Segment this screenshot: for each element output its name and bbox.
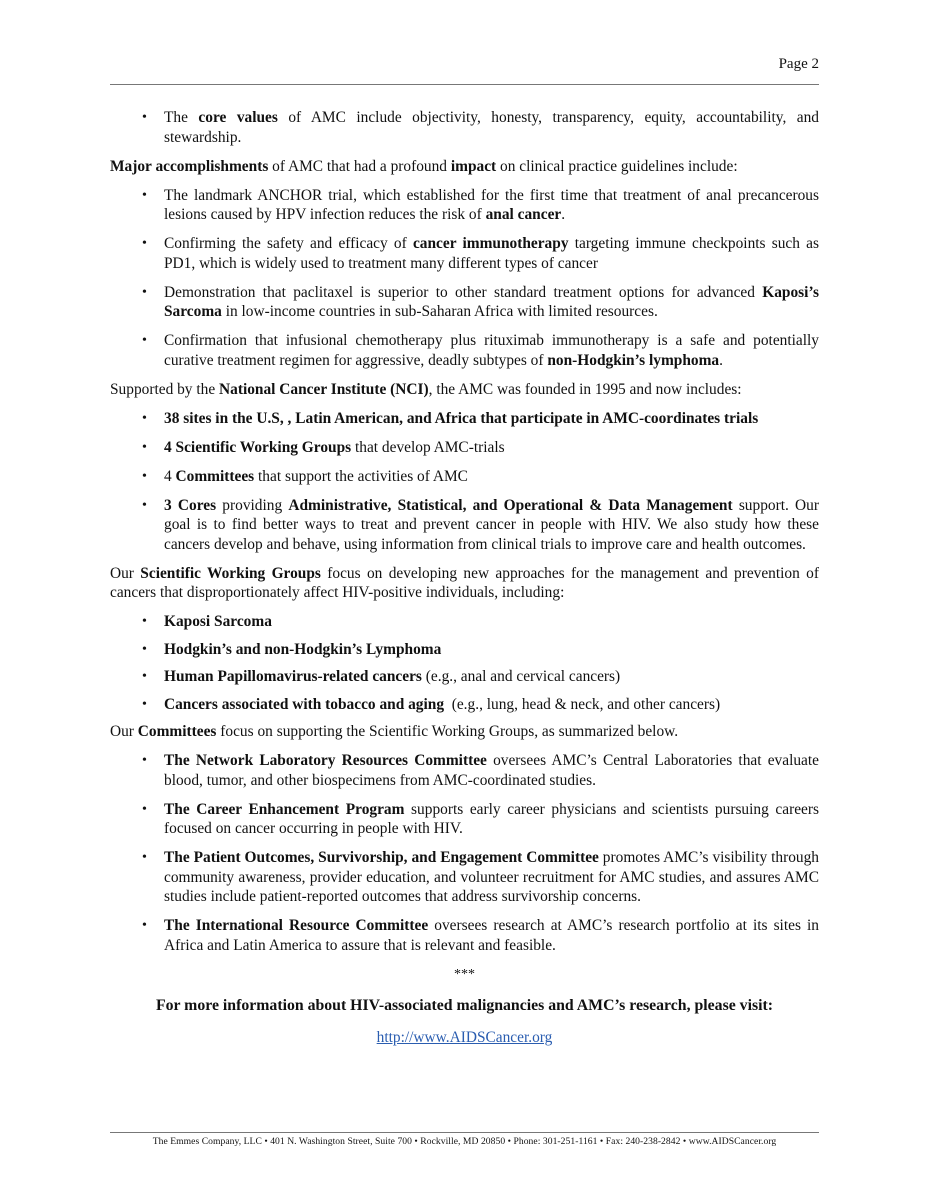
list-item: • The Network Laboratory Resources Committee oversees AMC’s Central Laboratories that evaluate blood, tumor, and other biospecimens from AMC-coordinated studies. (142, 752, 819, 789)
list-item: • The core values of AMC include objectivity, honesty, transparency, equity, accountability, and stewardship. (142, 109, 819, 146)
accomplishments-intro: Major accomplishments of AMC that had a profound impact on clinical practice guidelines include: (110, 157, 738, 175)
bullet-icon: • (142, 918, 147, 933)
list-item: • The Patient Outcomes, Survivorship, and Engagement Committee promotes AMC’s visibility through community awareness, provider education, and volunteer recruitment for AMC studies, and assures AMC studies include patient-reported outcomes that address survivorship concerns. (142, 849, 819, 905)
page-number: Page 2 (778, 56, 819, 72)
page-content (110, 108, 819, 1047)
bullet-icon: • (142, 284, 147, 300)
bullet-icon: • (142, 614, 147, 629)
footer-rule (110, 1132, 819, 1133)
list-item: • Demonstration that paclitaxel is superior to other standard treatment options for advanced Kaposi’s Sarcoma in low-income countries in sub-Saharan Africa with limited resources. (142, 283, 819, 320)
header-rule (110, 84, 819, 85)
bullet-icon: • (142, 696, 147, 712)
bullet-icon: • (142, 110, 147, 125)
bullet-icon: • (142, 236, 147, 251)
list-item: • Cancers associated with tobacco and aging (e.g., lung, head & neck, and other cancers) (142, 695, 721, 713)
bullet-icon: • (142, 439, 147, 455)
bullet-icon: • (142, 187, 147, 203)
bullet-icon: • (142, 669, 147, 684)
list-item: • 38 sites in the U.S, , Latin American, and Africa that participate in AMC-coordinates trials (142, 409, 759, 427)
bullet-icon: • (142, 753, 147, 768)
committees-intro: Our Committees focus on supporting the Scientific Working Groups, as summarized below. (110, 723, 679, 740)
bullet-icon: • (142, 468, 147, 484)
website-link[interactable]: http://www.AIDSCancer.org (376, 1028, 553, 1046)
list-item: • Confirming the safety and efficacy of cancer immunotherapy targeting immune checkpoints such as PD1, which is widely used to treatment many different types of cancer (142, 235, 819, 272)
list-item: • The Career Enhancement Program supports early career physicians and scientists pursuing careers focused on cancer occurring in people with HIV. (142, 800, 819, 837)
list-item: • The landmark ANCHOR trial, which established for the first time that treatment of anal precancerous lesions caused by HPV infection reduces the risk of anal cancer. (142, 186, 819, 223)
bullet-icon: • (142, 333, 147, 348)
list-item: • Hodgkin’s and non-Hodgkin’s Lymphoma (142, 640, 442, 658)
structure-list (110, 409, 819, 555)
bullet-icon: • (142, 801, 147, 817)
accomplishments-list (110, 186, 819, 371)
working-groups-list (110, 612, 819, 714)
bullet-icon: • (142, 850, 147, 865)
website-link-line (110, 1028, 819, 1048)
list-item: • Kaposi Sarcoma (142, 613, 272, 630)
section-separator: *** (454, 966, 475, 982)
list-item: • The International Resource Committee oversees research at AMC’s research portfolio at its sites in Africa and Latin America to assure that is relevant and feasible. (142, 917, 819, 954)
list-item: • 4 Scientific Working Groups that develop AMC-trials (142, 438, 505, 456)
bullet-icon: • (142, 641, 147, 657)
bullet-icon: • (142, 410, 147, 426)
values-list (110, 108, 819, 147)
bullet-icon: • (142, 497, 147, 513)
structure-intro: Supported by the National Cancer Institute (NCI), the AMC was founded in 1995 and now includes: (110, 380, 742, 398)
committees-list (110, 751, 819, 955)
closing-statement: For more information about HIV-associated malignancies and AMC’s research, please visit: (155, 997, 774, 1014)
working-groups-intro: Our Scientific Working Groups focus on developing new approaches for the management and prevention of cancers that disproportionately affect HIV-positive individuals, including: (110, 564, 819, 601)
list-item: • 3 Cores providing Administrative, Statistical, and Operational & Data Management support. Our goal is to find better ways to treat and prevent cancer in people with HIV. We also study how these cancers develop and behave, using information from clinical trials to improve care and health outcomes. (142, 496, 819, 553)
footer-contact: The Emmes Company, LLC • 401 N. Washington Street, Suite 700 • Rockville, MD 20850 • Phone: 301-251-1161 • Fax: 240-238-2842 • www.AIDSCancer.org (152, 1136, 777, 1147)
list-item: • Confirmation that infusional chemotherapy plus rituximab immunotherapy is a safe and potentially curative treatment regimen for aggressive, deadly subtypes of non-Hodgkin’s lymphoma. (142, 332, 819, 369)
list-item: • 4 Committees that support the activities of AMC (142, 467, 468, 485)
list-item: • Human Papillomavirus-related cancers (e.g., anal and cervical cancers) (142, 668, 621, 685)
